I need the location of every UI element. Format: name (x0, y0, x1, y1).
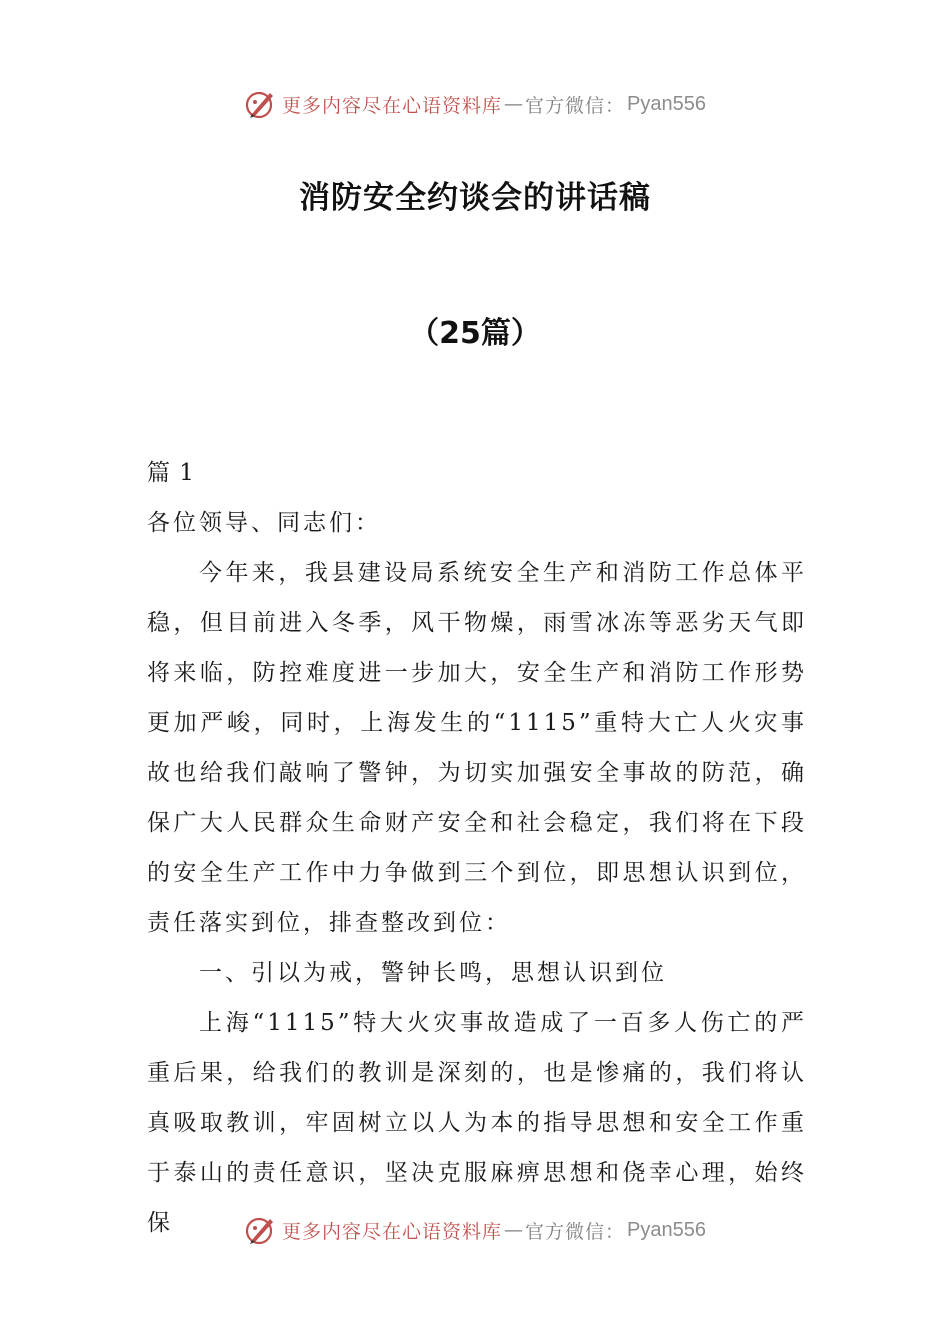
banner-wechat-id: Pyan556 (627, 92, 706, 115)
section-label: 篇 1 (147, 460, 195, 486)
banner-text: 更多内容尽在心语资料库 (282, 94, 503, 117)
paragraph: 今年来，我县建设局系统安全生产和消防工作总体平稳，但目前进入冬季，风干物燥，雨雪冰冻等恶劣天气即将来临，防控难度进一步加大，安全生产和消防工作形势更加严峻，同时，上海发生的“1115”重特大亡人火灾事故也给我们敲响了警钟，为切实加强安全事故的防范，确保广大人民群众生命财产安全和社会稳定，我们将在下段的安全生产工作中力争做到三个到位，即思想认识到位，责任落实到位，排查整改到位： (147, 560, 807, 936)
banner-wechat-label: 官方微信： (525, 94, 626, 117)
paragraph: 上海“1115”特大火灾事故造成了一百多人伤亡的严重后果，给我们的教训是深刻的，也是惨痛的，我们将认真吸取教训，牢固树立以人为本的指导思想和安全工作重于泰山的责任意识，坚决克服麻痹思想和侥幸心理，始终保 (147, 1010, 807, 1236)
header-banner (0, 84, 950, 124)
banner-separator: — (504, 93, 524, 115)
footer-banner (0, 1210, 950, 1250)
banner-text: 更多内容尽在心语资料库 (282, 1220, 503, 1243)
banner-separator: — (504, 1219, 524, 1241)
document-title: 消防安全约谈会的讲话稿 (299, 180, 651, 216)
banner-wechat-id: Pyan556 (627, 1218, 706, 1241)
pen-logo-icon (244, 87, 278, 121)
pen-logo-icon (244, 1213, 278, 1247)
document-body (147, 448, 807, 1248)
section-heading: 一、引以为戒，警钟长鸣，思想认识到位 (199, 960, 667, 986)
banner-wechat-label: 官方微信： (525, 1220, 626, 1243)
salutation: 各位领导、同志们： (147, 510, 381, 536)
document-subtitle: （25篇） (409, 316, 541, 351)
